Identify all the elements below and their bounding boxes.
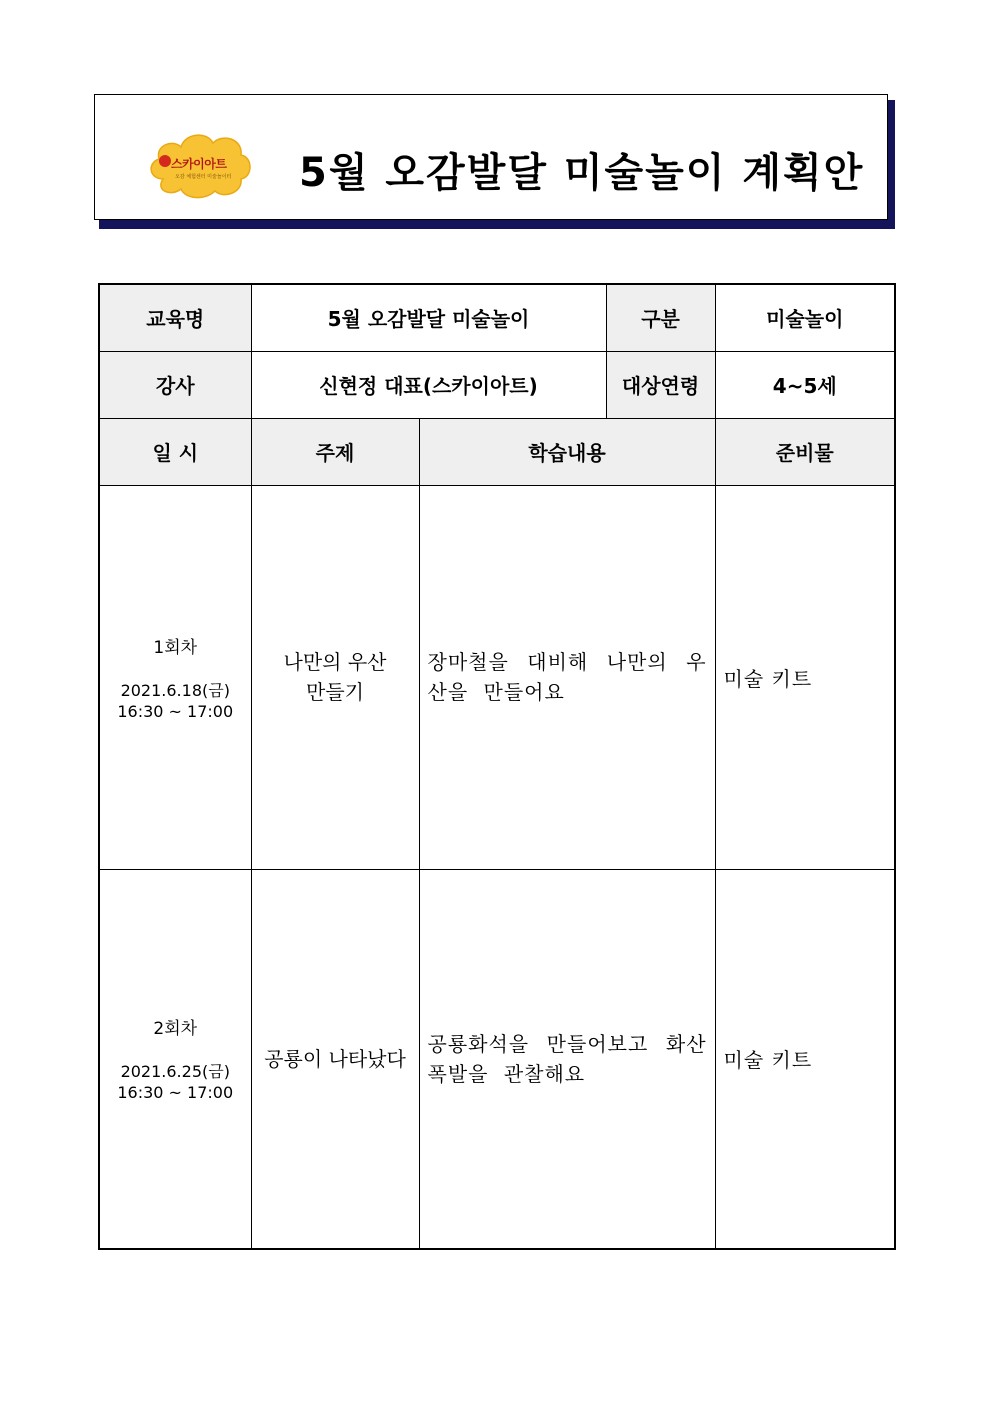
- session-topic: [251, 485, 419, 869]
- session-content: 장마철을 대비해 나만의 우산을 만들어요: [419, 485, 715, 869]
- education-name-label: 교육명: [99, 284, 251, 351]
- column-header-materials: 준비물: [715, 418, 895, 485]
- plan-table: [98, 283, 896, 1250]
- session-topic-line: 나만의 우산: [283, 650, 387, 674]
- session-topic: [251, 869, 419, 1249]
- logo-subtext: 오감 체험센터 미술놀이터: [175, 174, 232, 180]
- instructor-label: 강사: [99, 351, 251, 418]
- session-topic-line: 만들기: [306, 680, 364, 704]
- session-topic-line: 공룡이 나타났다: [264, 1046, 406, 1071]
- table-row: [99, 351, 895, 418]
- session-time: 16:30 ~ 17:00: [117, 701, 234, 721]
- title-box: [94, 94, 888, 220]
- session-row: [99, 485, 895, 869]
- session-time: 16:30 ~ 17:00: [117, 1083, 234, 1103]
- session-date-cell: [99, 485, 251, 869]
- session-materials: 미술 키트: [715, 485, 895, 869]
- session-number: 2회차: [153, 1019, 198, 1040]
- table-header-row: [99, 418, 895, 485]
- session-content: 공룡화석을 만들어보고 화산폭발을 관찰해요: [419, 869, 715, 1249]
- category-value: 미술놀이: [715, 284, 895, 351]
- skyart-logo: [145, 127, 255, 201]
- target-age-label: 대상연령: [606, 351, 715, 418]
- category-label: 구분: [606, 284, 715, 351]
- session-number: 1회차: [153, 637, 198, 658]
- session-date: 2021.6.18(금): [120, 680, 230, 700]
- session-date: 2021.6.25(금): [120, 1062, 230, 1082]
- education-name-value: 5월 오감발달 미술놀이: [251, 284, 606, 351]
- logo-text: 스카이아트: [171, 157, 227, 171]
- column-header-topic: 주제: [251, 418, 419, 485]
- table-row: [99, 284, 895, 351]
- session-materials: 미술 키트: [715, 869, 895, 1249]
- column-header-content: 학습내용: [419, 418, 715, 485]
- session-row: [99, 869, 895, 1249]
- session-date-cell: [99, 869, 251, 1249]
- column-header-date: 일 시: [99, 418, 251, 485]
- page-title: 5월 오감발달 미술놀이 계획안: [299, 150, 865, 196]
- target-age-value: 4~5세: [715, 351, 895, 418]
- instructor-value: 신현정 대표(스카이아트): [251, 351, 606, 418]
